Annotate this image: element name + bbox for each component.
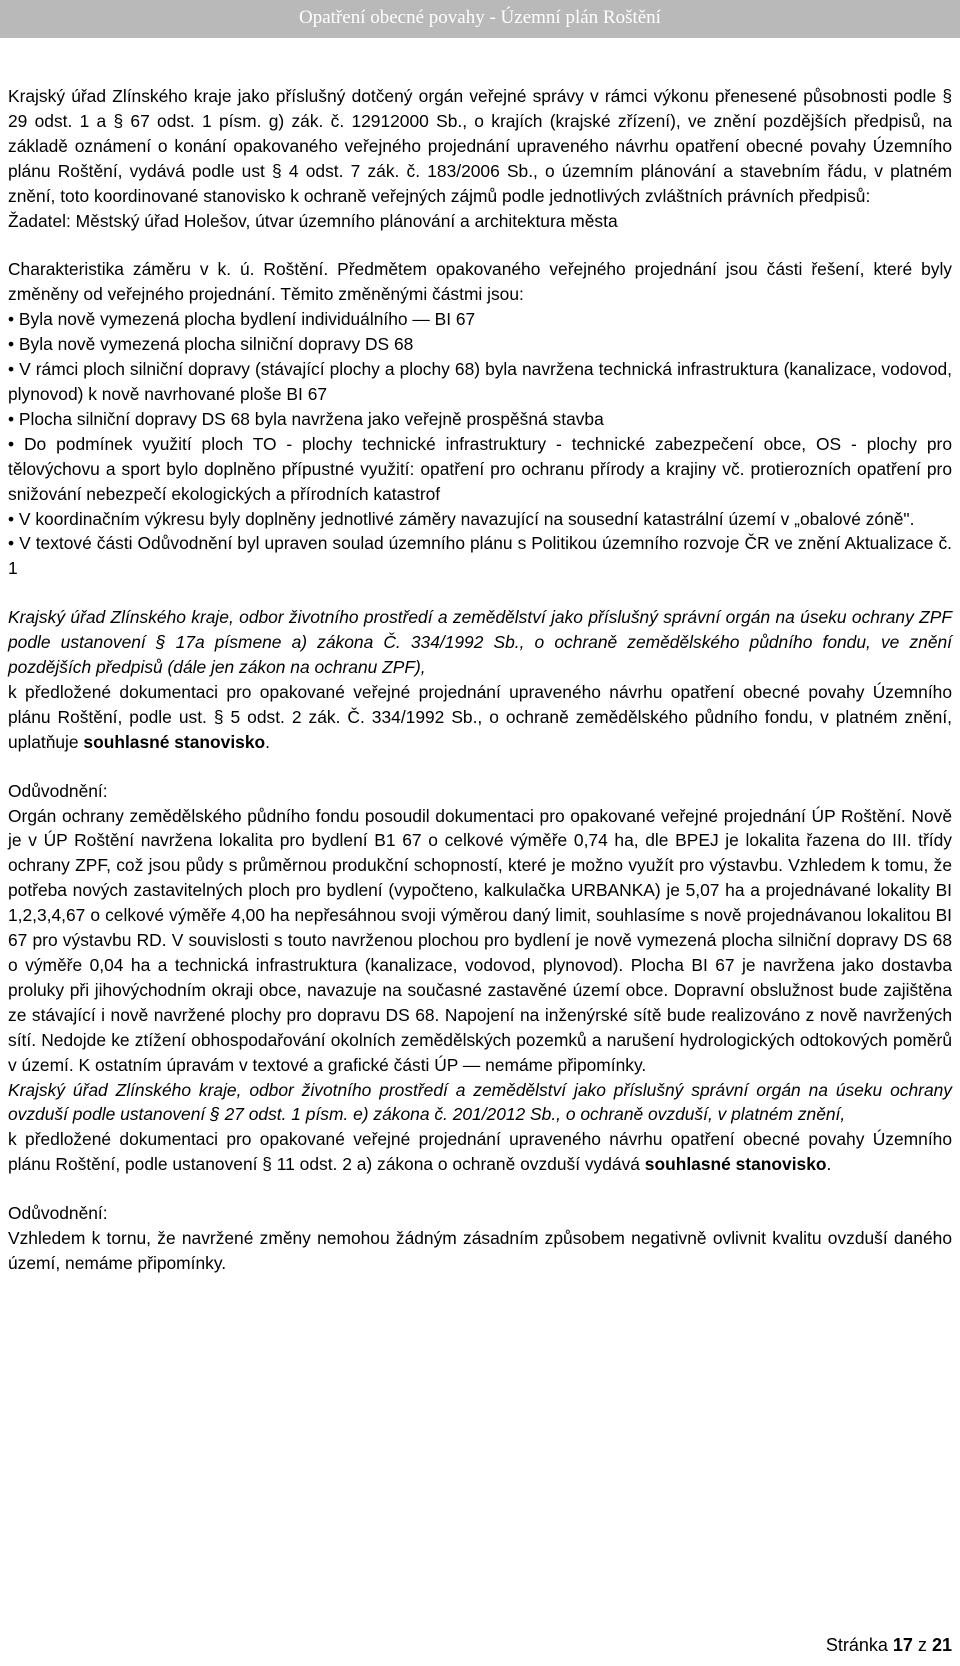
zpf-statement-end: . [265,731,270,752]
air-reason-label: Odůvodnění: [8,1203,108,1224]
bullet-item: • V koordinačním výkresu byly doplněny jednotlivé záměry navazující na sousední katastrální území v „obalové zóně". [8,507,952,532]
zpf-verdict: souhlasné stanovisko [83,731,266,752]
bullet-item: • Do podmínek využití ploch TO - plochy technické infrastruktury - technické zabezpečení obce, OS - plochy pro tělovýchovu a sport bylo doplněno přípustné využití: opatření pro ochranu přírody a krajiny vč. protierozních opatření pro snižování nebezpečí ekologických a přírodních katastrof [8,432,952,507]
air-authority-heading: Krajský úřad Zlínského kraje, odbor životního prostředí a zemědělství jako příslušný správní orgán na úseku ochrany ovzduší podle ustanovení § 27 odst. 1 písm. e) zákona č. 201/2012 Sb., o ochraně ovzduší, v platném znění, [8,1079,952,1125]
zpf-authority-heading: Krajský úřad Zlínského kraje, odbor životního prostředí a zemědělství jako příslušný správní orgán na úseku ochrany ZPF podle ustanovení § 17a písmene a) zákona Č. 334/1992 Sb., o ochraně zemědělského půdního fondu, ve znění pozdějších předpisů (dále jen zákon na ochranu ZPF), [8,607,952,678]
air-statement [8,1127,952,1177]
zpf-statement [8,680,952,755]
zpf-reason-label: Odůvodnění: [8,780,108,801]
page-total: 21 [931,1635,952,1655]
page-label: Stránka [825,1635,888,1655]
zpf-statement-text: k předložené dokumentaci pro opakované veřejné projednání upraveného návrhu opatření obecné povahy Územního plánu Roštění, podle ust. § 5 odst. 2 zák. Č. 334/1992 Sb., o ochraně zemědělského půdního fondu, v platném znění, uplatňuje [8,681,952,752]
intro-paragraph: Krajský úřad Zlínského kraje jako příslušný dotčený orgán veřejné správy v rámci výkonu přenesené působnosti podle § 29 odst. 1 a § 67 odst. 1 písm. g) zák. č. 12912000 Sb., o krajích (krajské zřízení), ve znění pozdějších předpisů, na základě oznámení o konání opakovaného veřejného projednání upraveného návrhu opatření obecné povahy Územního plánu Roštění, vydává podle ust § 4 odst. 7 zák. č. 183/2006 Sb., o územním plánování a stavebním řádu, v platném znění, toto koordinované stanovisko k ochraně veřejných zájmů podle jednotlivých zvláštních právních předpisů: [8,86,952,206]
document-title: Opatření obecné povahy - Územní plán Roštění [299,7,661,28]
spacer [8,755,952,779]
bullet-item: • V rámci ploch silniční dopravy (stávající plochy a plochy 68) byla navržena technická infrastruktura (kanalizace, vodovod, plynovod) k nově navrhované ploše BI 67 [8,357,952,407]
bullet-item: • V textové části Odůvodnění byl upraven soulad územního plánu s Politikou územního rozvoje ČR ve znění Aktualizace č. 1 [8,531,952,581]
air-statement-end: . [826,1154,832,1175]
bullet-item: • Plocha silniční dopravy DS 68 byla navržena jako veřejně prospěšná stavba [8,407,952,432]
air-statement-text: k předložené dokumentaci pro opakované veřejné projednání upraveného návrhu opatření obecné povahy Územního plánu Roštění, podle ustanovení § 11 odst. 2 a) zákona o ochraně ovzduší vydává [8,1129,952,1175]
page-separator: z [917,1635,927,1655]
bullet-item: • Byla nově vymezená plocha bydlení individuálního — BI 67 [8,307,952,332]
characteristics-paragraph: Charakteristika záměru v k. ú. Roštění. Předmětem opakovaného veřejného projednání jsou části řešení, které byly změněny od veřejného projednání. Těmito změněnými částmi jsou: [8,259,952,305]
air-reason-text: Vzhledem k tornu, že navržené změny nemohou žádným zásadním způsobem negativně ovlivnit kvalitu ovzduší daného území, nemáme připomínky. [8,1228,952,1273]
page-number: 17 [892,1635,913,1655]
page-footer [826,1635,952,1656]
zpf-reason-text: Orgán ochrany zemědělského půdního fondu posoudil dokumentaci pro opakované veřejné projednání ÚP Roštění. Nově je v ÚP Roštění navržena lokalita pro bydlení B1 67 o celkové výměře 0,74 ha, dle BPEJ je lokalita řazena do III. třídy ochrany ZPF, což jsou půdy s průměrnou produkční schopností, které je možno využít pro výstavbu. Vzhledem k tomu, že potřeba nových zastavitelných ploch pro bydlení (vypočteno, kalkulačka URBANKA) je 5,07 ha a projednávané lokality BI 1,2,3,4,67 o celkové výměře 4,00 ha nepřesáhnou svoji výměrou daný limit, souhlasíme s nově projednávanou lokalitou BI 67 pro výstavbu RD. V souvislosti s touto navrženou plochou pro bydlení je nově vymezená plocha silniční dopravy DS 68 o výměře 0,04 ha a technická infrastruktura (kanalizace, vodovod, plynovod). Plocha BI 67 je navržena jako dostavba proluky při jihovýchodním okraji obce, navazuje na současné zastavěné území obce. Dopravní obslužnost bude zajištěna ze stávající i nově navržené plochy pro dopravu DS 68. Napojení na inženýrské sítě bude realizováno z nově navržených sítí. Nedojde ke ztížení obhospodařování okolních zemědělských pozemků a narušení hydrologických odtokových poměrů v území. K ostatním úpravám v textové a grafické části ÚP — nemáme připomínky. [8,805,952,1075]
air-verdict: souhlasné stanovisko [644,1154,827,1175]
spacer [8,1177,952,1201]
document-body [8,84,952,1276]
bullet-item: • Byla nově vymezená plocha silniční dopravy DS 68 [8,332,952,357]
applicant-line: Žadatel: Městský úřad Holešov, útvar územního plánování a architektura města [8,210,618,231]
spacer [8,581,952,605]
page-header [0,0,960,38]
spacer [8,233,952,257]
